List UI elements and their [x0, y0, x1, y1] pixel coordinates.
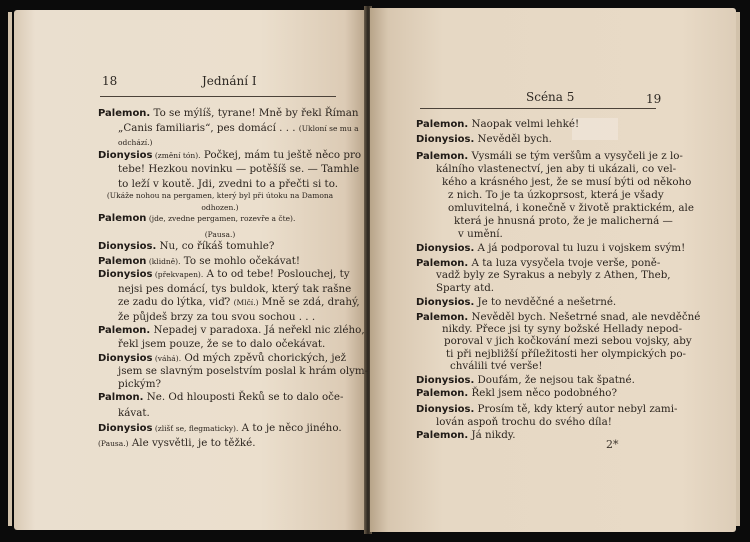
text-line [118, 122, 359, 135]
text-line [416, 118, 579, 131]
dialogue-text: A to je něco jiného. [238, 422, 342, 434]
speaker-name: Palemon [98, 256, 147, 267]
dialogue-text: to leží v koutě. Jdi, zvedni to a přečti si to. [118, 178, 338, 190]
speaker-name: Dionysios [98, 150, 153, 161]
dialogue-text: ze zadu do lýtka, viď? [118, 296, 234, 308]
speaker-name: Dionysios [98, 353, 153, 364]
text-line [118, 296, 360, 309]
text-line [444, 335, 692, 347]
stage-direction: (Ukloní se mu a [298, 124, 359, 133]
stage-direction: (zlišť se, flegmaticky). [152, 424, 239, 433]
text-line [98, 324, 365, 337]
right-page-edges [736, 12, 740, 526]
text-line [98, 268, 350, 281]
text-line [436, 282, 494, 294]
text-line [98, 437, 255, 450]
speaker-name: Palemon. [416, 430, 469, 441]
dialogue-text: To se mohlo očekávat! [180, 255, 300, 267]
dialogue-text: Sparty atd. [436, 282, 495, 294]
text-line [446, 348, 686, 360]
text-line [416, 374, 635, 387]
dialogue-text: pickým? [118, 378, 161, 390]
speaker-name: Palemon. [416, 312, 469, 323]
speaker-name: Palemon. [416, 258, 469, 269]
dialogue-text: z nich. To je ta úzkoprsost, která je všady [448, 189, 664, 201]
dialogue-text: chválili tvé verše! [450, 360, 543, 372]
text-line [98, 255, 300, 268]
dialogue-text: Nepadej v paradoxa. Já neřekl nic zlého, [150, 324, 365, 336]
dialogue-text: omluvitelná, i konečně v životě praktickém, ale [448, 202, 694, 214]
text-line [416, 133, 552, 146]
speaker-name: Dionysios. [416, 243, 475, 254]
text-line [98, 107, 358, 120]
text-line [436, 416, 612, 428]
text-line [448, 202, 694, 214]
stage-direction: odchází.) [118, 138, 153, 147]
left-header-rule [100, 96, 336, 97]
dialogue-text: Nevěděl bych. Nešetrné snad, ale nevděčné [468, 311, 701, 323]
left-running-head: Jednání I [202, 74, 257, 88]
text-line [98, 149, 361, 162]
stage-direction: odhozen.) [201, 203, 239, 212]
dialogue-text: A ta luza vysyčela tvoje verše, poně- [468, 257, 661, 269]
dialogue-text: jsem se slavným poselstvím poslal k hrám olym- [118, 365, 369, 377]
speaker-name: Dionysios [98, 269, 153, 280]
stage-direction: (Pausa.) [204, 230, 236, 239]
text-line [448, 189, 664, 201]
text-line [118, 365, 368, 377]
speaker-name: Palemon. [416, 388, 469, 399]
dialogue-text: Je to nevděčné a nešetrné. [474, 296, 617, 308]
dialogue-text: kávat. [118, 407, 150, 419]
text-line [118, 136, 152, 149]
signature-mark: 2* [606, 438, 619, 451]
text-line [454, 215, 673, 227]
dialogue-text: A já podporoval tu luzu i vojskem svým! [474, 242, 686, 254]
stage-direction: (Ukáže nohou na pergamen, který byl při útoku na Damona [106, 191, 334, 200]
dialogue-text: nejsi pes domácí, tys buldok, který tak rašne [118, 283, 352, 295]
dialogue-text: kálního vlastenectví, jen aby ti ukázali, co vel- [436, 163, 677, 175]
stage-direction: (klidně). [146, 257, 181, 266]
dialogue-text: že půjdeš brzy za tou svou sochou . . . [118, 311, 316, 323]
speaker-name: Palemon. [98, 325, 151, 336]
text-line [416, 403, 677, 416]
left-page-number: 18 [102, 74, 118, 88]
dialogue-text: poroval v jich kočkování mezi sebou vojsky, aby [444, 335, 692, 347]
text-line [118, 311, 315, 323]
dialogue-text: ti při nejbližší příležitosti her olympických po- [446, 348, 687, 360]
text-line [436, 163, 676, 175]
stage-direction: (změní tón). [152, 151, 201, 160]
speaker-name: Dionysios. [416, 375, 475, 386]
stage-direction: (překvapen). [152, 270, 204, 279]
text-line [416, 296, 616, 309]
dialogue-text: Nu, co říkáš tomuhle? [156, 240, 275, 252]
text-line [98, 391, 344, 404]
text-line [118, 378, 161, 390]
speaker-name: Dionysios. [416, 404, 475, 415]
dialogue-text: To se mýlíš, tyrane! Mně by řekl Říman [150, 107, 359, 119]
right-header-rule [420, 108, 656, 109]
text-line [118, 338, 325, 350]
dialogue-text: Mně se zdá, drahý, [258, 296, 360, 308]
dialogue-text: nikdy. Přece jsi ty syny božské Hellady nepod- [442, 323, 683, 335]
text-line [416, 150, 683, 163]
stage-direction: (Pausa.) [98, 439, 129, 448]
dialogue-text: Já nikdy. [468, 429, 516, 441]
right-page-number: 19 [646, 92, 662, 106]
dialogue-text: lován aspoň trochu do svého díla! [436, 416, 612, 428]
dialogue-text: Doufám, že nejsou tak špatné. [474, 374, 635, 386]
dialogue-text: Prosím tě, kdy který autor nebyl zami- [474, 403, 678, 415]
dialogue-text: Ale vysvětli, je to těžké. [128, 437, 256, 449]
stage-direction: (jde, zvedne pergamen, rozevře a čte). [146, 214, 296, 223]
dialogue-text: A to od tebe! Poslouchej, ty [203, 268, 350, 280]
dialogue-text: tebe! Hezkou novinku — potěšíš se. — Tamhle [118, 163, 360, 175]
stage-direction: (Mlčí.) [233, 298, 259, 307]
speaker-name: Palemon [98, 213, 147, 224]
text-line [458, 228, 503, 240]
text-line [118, 163, 359, 175]
text-line [118, 283, 351, 295]
dialogue-text: „Canis familiaris“, pes domácí . . . [118, 122, 299, 134]
speaker-name: Dionysios. [416, 297, 475, 308]
dialogue-text: Naopak velmi lehké! [468, 118, 580, 130]
speaker-name: Palemon. [416, 119, 469, 130]
dialogue-text: Od mých zpěvů chorických, jež [181, 352, 347, 364]
stage-direction: (váhá). [152, 354, 182, 363]
dialogue-text: řekl jsem pouze, že se to dalo očekávat. [118, 338, 326, 350]
speaker-name: Palmon. [98, 392, 144, 403]
text-line [118, 407, 150, 419]
text-line [98, 352, 346, 365]
right-running-head: Scéna 5 [526, 90, 575, 104]
dialogue-text: kého a krásného jest, že se musí býti od někoho [442, 176, 692, 188]
left-page-edges [8, 12, 12, 526]
text-line [98, 212, 295, 225]
text-line [416, 387, 617, 400]
dialogue-text: Vysmáli se tým veršům a vysyčeli je z lo- [468, 150, 683, 162]
dialogue-text: vadž byly ze Syrakus a nebyly z Athen, Theb, [436, 269, 671, 281]
speaker-name: Dionysios [98, 423, 153, 434]
speaker-name: Dionysios. [416, 134, 475, 145]
dialogue-text: Řekl jsem něco podobného? [468, 387, 617, 399]
speaker-name: Dionysios. [98, 241, 157, 252]
dialogue-text: v umění. [458, 228, 503, 240]
text-line [442, 176, 691, 188]
speaker-name: Palemon. [416, 151, 469, 162]
text-line [416, 242, 685, 255]
dialogue-text: Počkej, mám tu ještě něco pro [200, 149, 362, 161]
dialogue-text: Nevěděl bych. [474, 133, 552, 145]
text-line [98, 240, 274, 253]
text-line [442, 323, 682, 335]
dialogue-text: která je hnusná proto, že je malicherná — [454, 215, 673, 227]
text-line [416, 429, 516, 442]
dialogue-text: Ne. Od hlouposti Řeků se to dalo oče- [143, 391, 344, 403]
text-line [98, 422, 342, 435]
text-line [450, 360, 542, 372]
speaker-name: Palemon. [98, 108, 151, 119]
text-line [436, 269, 671, 281]
